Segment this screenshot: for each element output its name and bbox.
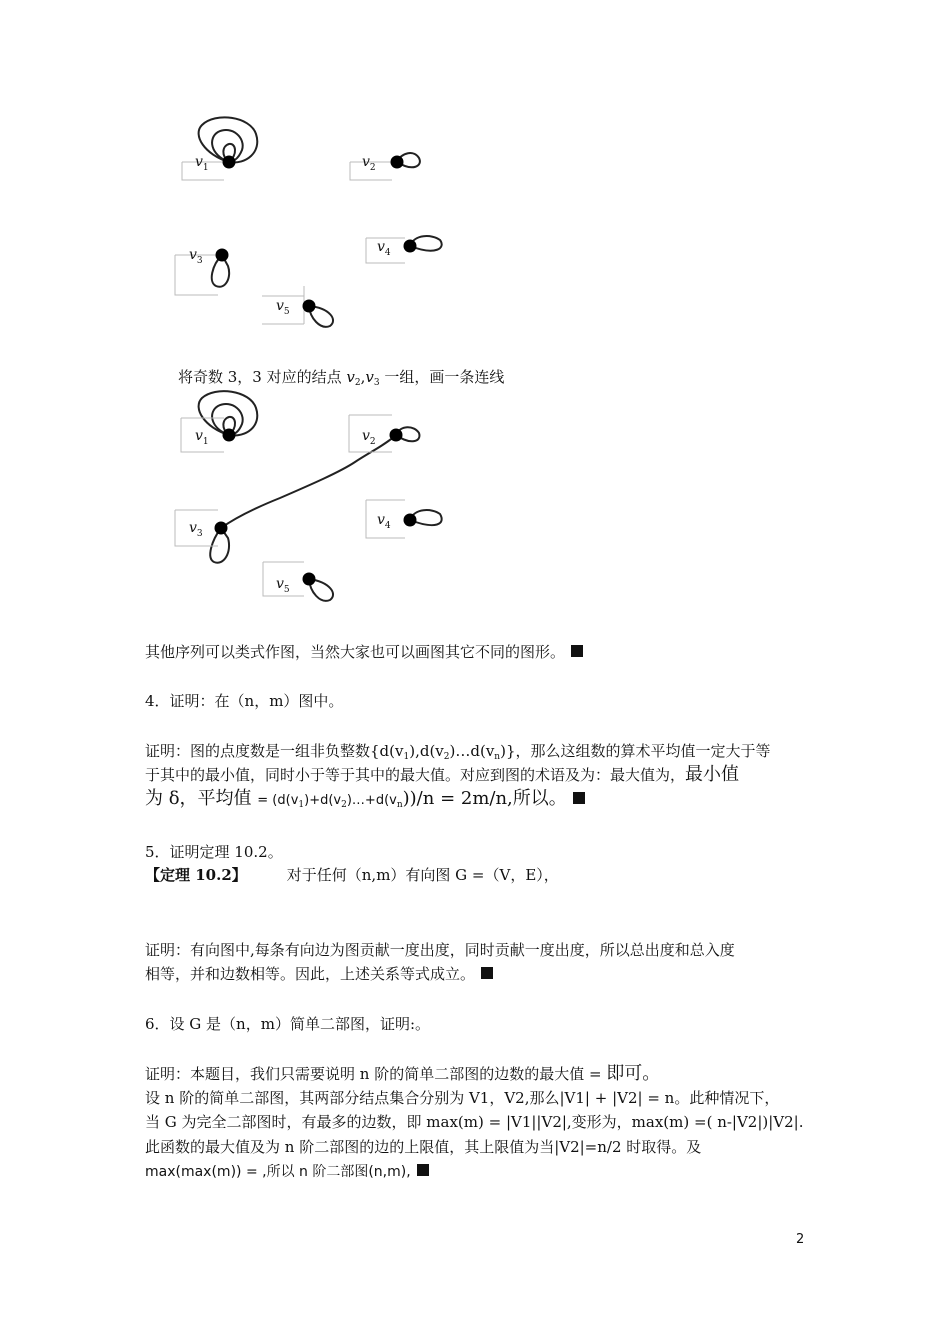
para-other-sequences: 其他序列可以类式作图，当然大家也可以画图其它不同的图形。 <box>145 641 810 663</box>
v5-label: $v_5$ <box>276 576 290 595</box>
q4-title: 4．证明：在（n，m）图中。 <box>145 692 344 710</box>
q4-proof-line3: 为 δ，平均值 = $(d(v_1)+d(v_2)\dots+d(v_n))/n = 2m/n$,所以。 <box>145 788 810 816</box>
qed-square <box>573 792 585 804</box>
qed-square <box>571 645 583 657</box>
qed-square <box>417 1164 429 1176</box>
v3-label: $v_3$ <box>189 247 203 266</box>
v2-node <box>390 429 403 442</box>
q6-line3: 当 G 为完全二部图时，有最多的边数，即 max(m) = |V1||V2|,变形为，max(m) =( n-|V2|)|V2|. <box>145 1113 804 1131</box>
v1-node <box>223 429 236 442</box>
v4-node <box>404 514 417 527</box>
q6-line5: max(max(m)) = ,所以 n 阶二部图(n,m), <box>145 1160 810 1183</box>
v4-node <box>404 240 417 253</box>
q6-line4: 此函数的最大值及为 n 阶二部图的边的上限值，其上限值为当|V2|=n/2 时取得。及 <box>145 1138 702 1156</box>
v1-node <box>223 156 236 169</box>
q6-line1: 证明：本题目，我们只需要说明 n 阶的简单二部图的边数的最大值 = 即可。 <box>145 1063 661 1084</box>
v4-label: $v_4$ <box>377 512 391 531</box>
q4-proof-line2: 于其中的最小值，同时小于等于其中的最大值。对应到图的术语及为：最大值为，最小值 <box>145 764 740 785</box>
v1-label: $v_1$ <box>195 154 209 173</box>
qed-square <box>481 967 493 979</box>
v2-label: $v_2$ <box>362 428 376 447</box>
theorem-label: 【定理 10.2】 <box>145 866 247 884</box>
q5-title: 5．证明定理 10.2。 <box>145 843 283 861</box>
figure-caption: 将奇数 3，3 对应的结点 $v_2,v_3$ 一组，画一条连线 <box>178 368 505 388</box>
graph-figure-1 <box>0 110 950 340</box>
v5-node <box>303 300 316 313</box>
page-number: 2 <box>796 1232 805 1247</box>
v1-label: $v_1$ <box>195 428 209 447</box>
q5-proof-line1: 证明：有向图中,每条有向边为图贡献一度出度，同时贡献一度出度，所以总出度和总入度 <box>145 941 735 959</box>
q6-line2: 设 n 阶的简单二部图，其两部分结点集合分别为 V1，V2,那么|V1| + |V2| = n。此种情况下， <box>145 1089 780 1107</box>
v2-label: $v_2$ <box>362 154 376 173</box>
q4-proof-line1: 证明：图的点度数是一组非负整数$\{d(v_1),d(v_2)\dots d(v_n)\}$，那么这组数的算术平均值一定大于等 <box>145 742 771 762</box>
q5-theorem: 【定理 10.2】 对于任何（n,m）有向图 G =（V，E）， <box>145 866 559 884</box>
v5-label: $v_5$ <box>276 298 290 317</box>
v5-node <box>303 573 316 586</box>
edge-v2-v3 <box>221 435 396 528</box>
q5-proof-line2: 相等，并和边数相等。因此，上述关系等式成立。 <box>145 963 810 985</box>
graph-figure-2 <box>0 390 950 620</box>
graph-figure-2-drawing <box>0 390 950 620</box>
v2-node <box>391 156 404 169</box>
q6-title: 6．设 G 是（n，m）简单二部图，证明:。 <box>145 1015 431 1033</box>
graph-figure-1-drawing <box>0 110 950 340</box>
v3-node <box>216 249 229 262</box>
v4-label: $v_4$ <box>377 239 391 258</box>
v3-label: $v_3$ <box>189 520 203 539</box>
v3-node <box>215 522 228 535</box>
